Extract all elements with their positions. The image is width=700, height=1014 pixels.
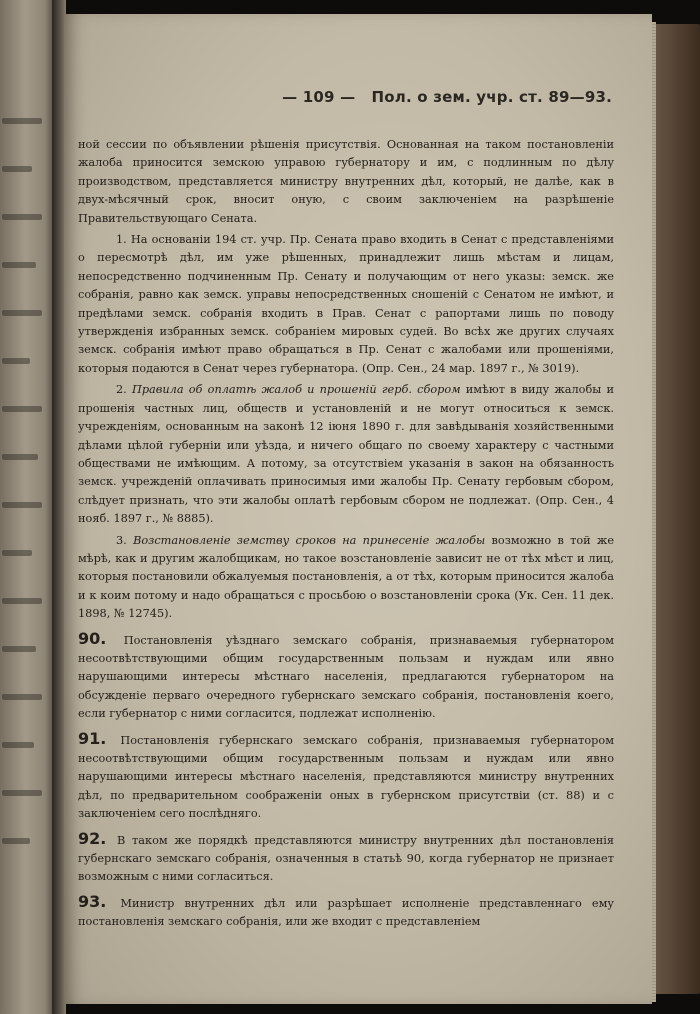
note-number: 3. bbox=[116, 533, 127, 547]
note-text: имѣют в виду жалобы и прошенія частных лиц, обществ и установленій и не могут относиться к земск. учрежденіям, основанным на законѣ 12 іюня 1890 г. для завѣдыванія хозяйственными дѣлами цѣлой губерніи или уѣзда, и ничего общаго по своему характеру с частными обществами не имѣющим. А потому, за отсутствіем указанія в закон на обязанность земск. учрежденій оплачивать приносимыя ими жалобы Пр. Сенату гербовым сбором, слѣдует признать, что эти жалобы оплатѣ гербовым сбором не подлежат. (Опр. Сен., 4 нояб. 1897 г., № 8885). bbox=[78, 383, 614, 526]
left-page-edge bbox=[0, 0, 56, 1014]
note-number: 1. bbox=[116, 233, 127, 247]
note-text: возможно в той же мѣрѣ, как и другим жалобщикам, но такое возстановленіе зависит не от тѣх мѣст и лиц, которыя постановили обжалуемыя постановленія, а от тѣх, которым приносится жалоба и к коим потому и надо обращаться с просьбою о возстановленіи срока (Ук. Сен. 11 дек. 1898, № 12745). bbox=[78, 533, 615, 621]
note-lead: Правила об оплатѣ жалоб и прошеній герб. сбором bbox=[131, 383, 461, 397]
note-lead: Возстановленіе земству сроков на принесеніе жалобы bbox=[133, 533, 486, 547]
note-1 bbox=[78, 231, 614, 378]
note-3 bbox=[78, 532, 614, 624]
article-number: 91. bbox=[78, 728, 107, 748]
page-number: — 109 — bbox=[282, 88, 356, 106]
article-93 bbox=[78, 893, 614, 932]
article-91 bbox=[78, 730, 614, 824]
article-text: В таком же порядкѣ представляются министру внутренних дѣл постановленія губернскаго земскаго собранія, означенныя в статьѣ 90, когда губернатор не признает возможным с ними согласиться. bbox=[78, 833, 614, 884]
article-number: 92. bbox=[78, 828, 107, 848]
note-2 bbox=[78, 381, 614, 528]
continued-paragraph: ной сессии по объявлении рѣшенія присутствія. Основанная на таком постановленіи жалоба приносится земскою управою губернатору и им, с подлинным по дѣлу производством, представляется министру внутренних дѣл, который, не далѣе, как в двух-мѣсячный срок, вносит оную, с своим заключеніем на разрѣшеніе Правительствующаго Сената. bbox=[78, 138, 614, 225]
article-number: 93. bbox=[78, 891, 107, 911]
article-text: Постановленія уѣзднаго земскаго собранія, признаваемыя губернатором несоотвѣтствующими общим государственным пользам и нуждам или явно нарушающими интересы мѣстнаго населенія, предлагаются губернатором на обсужденіе перваго очередного губернскаго земскаго собранія, постановленія коего, если губернатор с ними согласится, подлежат исполненію. bbox=[78, 633, 614, 721]
article-text: Постановленія губернскаго земскаго собранія, признаваемыя губернатором несоотвѣтствующими общим государственным пользам и нуждам или явно нарушающими интересы мѣстнаго населенія, представляются министру внутренних дѣл, по предварительном соображеніи оных в губернском присутствіи (ст. 88) и с заключеніем сего послѣдняго. bbox=[78, 733, 615, 821]
article-number: 90. bbox=[78, 628, 107, 648]
article-text: Министр внутренних дѣл или разрѣшает исполненіе представленнаго ему постановленія земскаго собранія, или же входит с представленіем bbox=[78, 896, 615, 929]
article-90 bbox=[78, 630, 614, 724]
page-body bbox=[78, 136, 614, 935]
note-number: 2. bbox=[116, 383, 127, 397]
running-title: Пол. о зем. учр. ст. 89—93. bbox=[371, 88, 612, 106]
note-text: На основаніи 194 ст. учр. Пр. Сената право входить в Сенат с представленіями о пересмотрѣ дѣл, им уже рѣшенных, принадлежит лишь мѣстам и лицам, непосредственно подчиненным Пр. Сенату и получающим от него указы: земск. же собранія, равно как земск. управы непосредственных сношеній с Сенатом не имѣют, и предѣлами земск. собранія входить в Прав. Сенат с рапортами лишь по поводу утвержденія избранных земск. собраніем мировых судей. Во всѣх же других случаях земск. собранія имѣют право обращаться в Пр. Сенат с жалобами или прошеніями, которыя подаются в Сенат через губернатора. (Опр. Сен., 24 мар. 1897 г., № 3019). bbox=[78, 233, 615, 375]
book-page bbox=[64, 14, 652, 1004]
running-header bbox=[64, 88, 612, 106]
article-92 bbox=[78, 830, 614, 887]
